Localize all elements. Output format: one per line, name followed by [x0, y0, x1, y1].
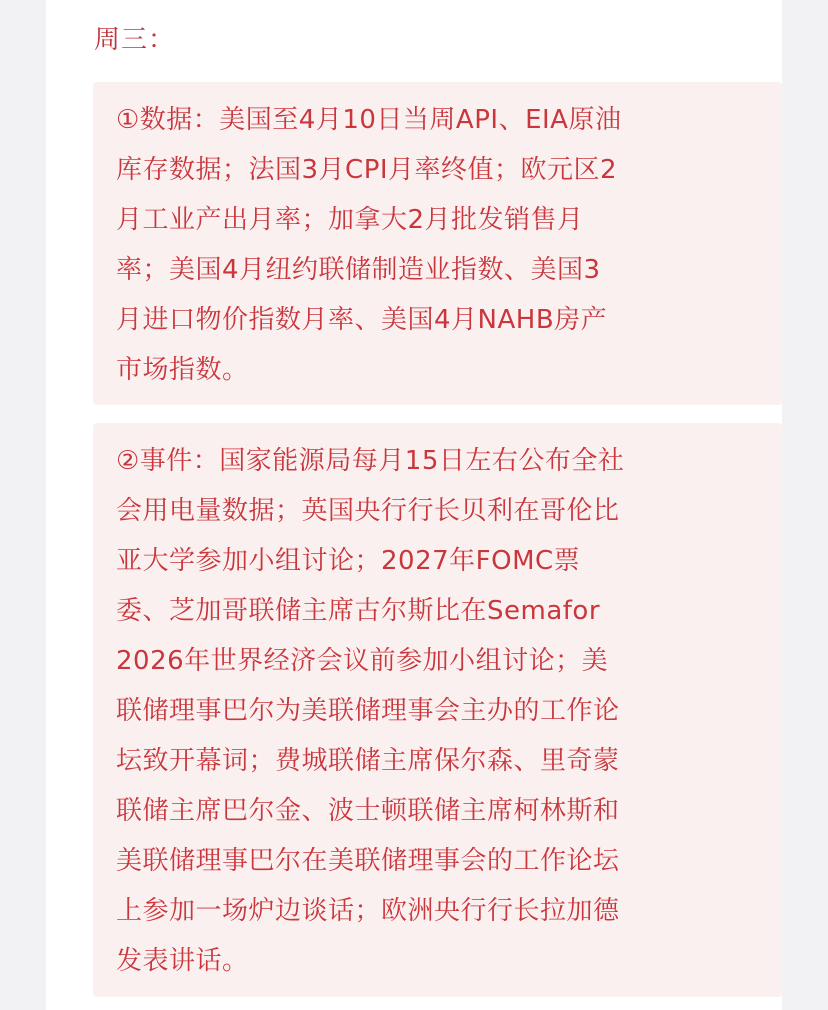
- event-line: 联储主席巴尔金、波士顿联储主席柯林斯和: [116, 796, 620, 826]
- event-line: 联储理事巴尔为美联储理事会主办的工作论: [116, 696, 620, 726]
- event-line: 会用电量数据；英国央行行长贝利在哥伦比: [116, 496, 620, 526]
- article-page: [46, 0, 782, 1010]
- event-line: 亚大学参加小组讨论；2027年FOMC票: [116, 546, 581, 576]
- data-line: 库存数据；法国3月CPI月率终值；欧元区2: [116, 155, 618, 185]
- data-line: 月工业产出月率；加拿大2月批发销售月: [116, 205, 584, 235]
- event-line: 2026年世界经济会议前参加小组讨论；美: [116, 646, 609, 676]
- event-line: 委、芝加哥联储主席古尔斯比在Semafor: [116, 596, 601, 626]
- data-section-card: [93, 82, 782, 405]
- day-heading: 周三：: [94, 25, 176, 55]
- events-section-card: [93, 423, 782, 997]
- event-line: 美联储理事巴尔在美联储理事会的工作论坛: [116, 846, 620, 876]
- data-line: 市场指数。: [116, 355, 249, 385]
- event-line: 上参加一场炉边谈话；欧洲央行行长拉加德: [116, 896, 620, 926]
- data-line: 率；美国4月纽约联储制造业指数、美国3: [116, 255, 601, 285]
- data-line: ①数据：美国至4月10日当周API、EIA原油: [116, 105, 622, 135]
- event-line: 发表讲话。: [116, 946, 249, 976]
- data-line: 月进口物价指数月率、美国4月NAHB房产: [116, 305, 608, 335]
- event-line: ②事件：国家能源局每月15日左右公布全社: [116, 446, 625, 476]
- event-line: 坛致开幕词；费城联储主席保尔森、里奇蒙: [116, 746, 620, 776]
